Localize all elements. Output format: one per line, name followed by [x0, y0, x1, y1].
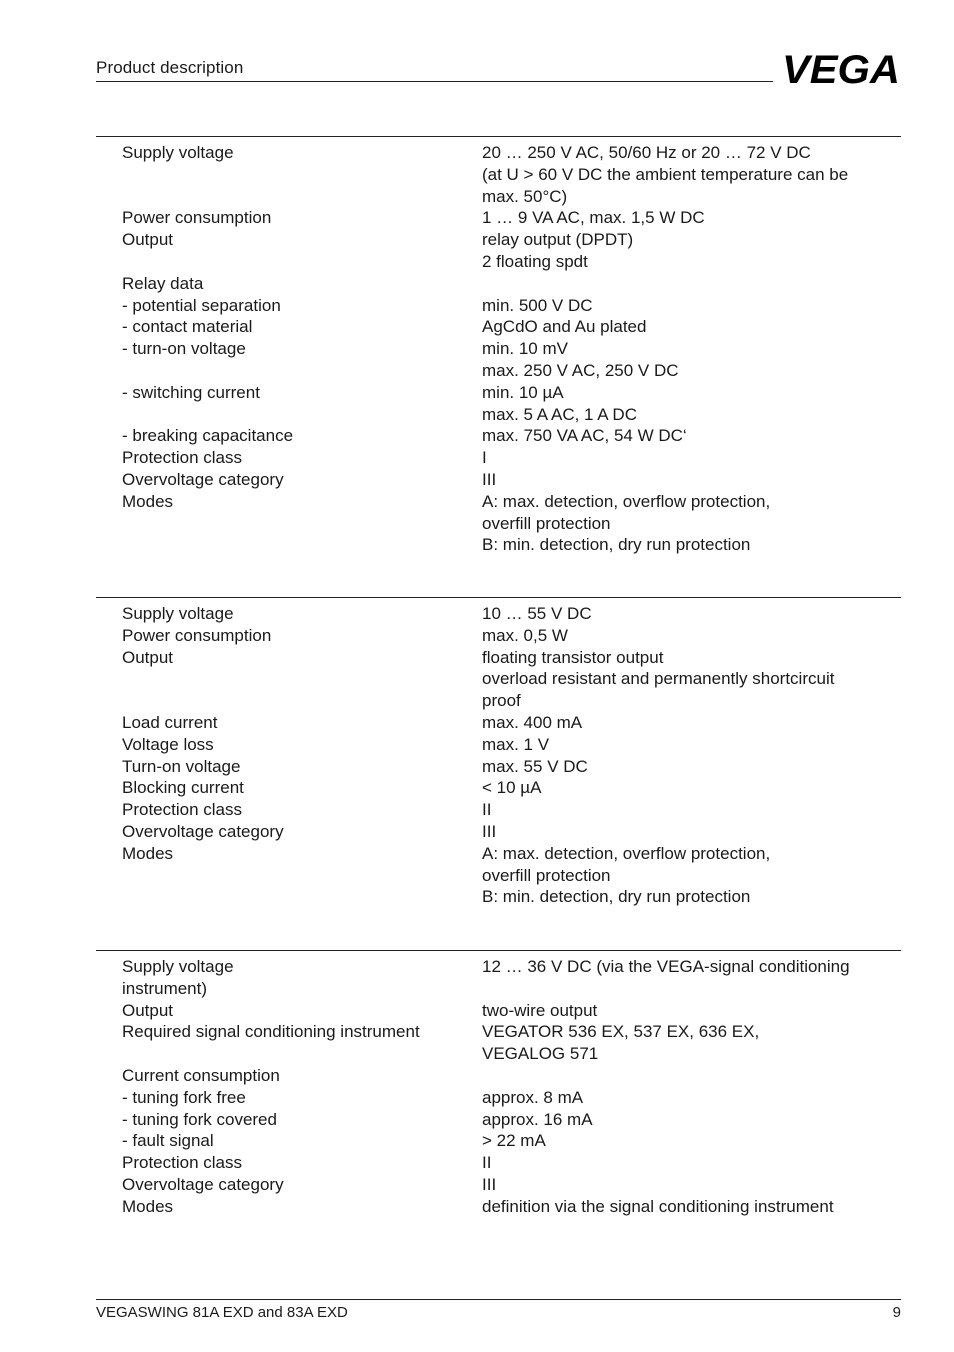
- spec-label: Supply voltage: [122, 604, 234, 623]
- spec-label: Protection class: [122, 1153, 242, 1173]
- header-rule: [96, 81, 773, 82]
- spec-row: [96, 1196, 901, 1218]
- spec-label: Power consumption: [122, 625, 272, 645]
- spec-value: approx. 16 mA: [482, 1109, 593, 1129]
- spec-row: [96, 491, 901, 513]
- spec-row: [96, 1065, 901, 1087]
- spec-row: [96, 821, 901, 843]
- spec-value: max. 750 VA AC, 54 W DC‘: [482, 426, 687, 446]
- spec-value: 1 … 9 VA AC, max. 1,5 W DC: [482, 208, 705, 228]
- spec-row: [96, 207, 901, 229]
- spec-row: [96, 382, 901, 404]
- spec-row: [96, 164, 901, 186]
- page-header-title: Product description: [96, 58, 244, 77]
- spec-label: Protection class: [122, 448, 242, 468]
- spec-section-1: [96, 136, 901, 556]
- spec-row: [96, 1152, 901, 1174]
- spec-row: [96, 978, 901, 1000]
- spec-label: Modes: [122, 1196, 174, 1216]
- vega-logo: [781, 50, 901, 86]
- spec-row: [96, 251, 901, 273]
- footer-page-number: 9: [892, 1304, 901, 1321]
- spec-value: A: max. detection, overflow protection,: [482, 491, 771, 511]
- spec-label: Output: [122, 647, 174, 667]
- spec-row: [96, 668, 901, 690]
- spec-row: [96, 425, 901, 447]
- footer-rule: [96, 1299, 901, 1300]
- spec-label: Overvoltage category: [122, 1174, 284, 1194]
- spec-row: [96, 712, 901, 734]
- spec-label: Supply voltage: [122, 143, 234, 162]
- spec-value: III: [482, 821, 497, 841]
- spec-label: Modes: [122, 491, 174, 511]
- spec-value: min. 500 V DC: [482, 295, 593, 315]
- spec-value: max. 0,5 W: [482, 625, 568, 645]
- spec-row: [96, 647, 901, 669]
- spec-label: Overvoltage category: [122, 469, 284, 489]
- spec-row: [96, 360, 901, 382]
- spec-value: proof: [482, 691, 521, 711]
- spec-label: Output: [122, 1000, 174, 1020]
- spec-row: [96, 534, 901, 556]
- spec-label: instrument): [122, 978, 208, 998]
- spec-label: Load current: [122, 712, 218, 732]
- spec-label: - turn-on voltage: [122, 339, 246, 359]
- spec-value: approx. 8 mA: [482, 1087, 584, 1107]
- spec-value: III: [482, 469, 497, 489]
- spec-row: [96, 756, 901, 778]
- spec-label: Output: [122, 230, 174, 250]
- spec-value: 10 … 55 V DC: [482, 604, 592, 623]
- spec-row: [96, 447, 901, 469]
- spec-row: [96, 777, 901, 799]
- spec-label: - tuning fork free: [122, 1087, 246, 1107]
- spec-label: - tuning fork covered: [122, 1109, 277, 1129]
- spec-row: [96, 1000, 901, 1022]
- spec-row: [96, 316, 901, 338]
- spec-label: - contact material: [122, 317, 253, 337]
- spec-value: AgCdO and Au plated: [482, 317, 647, 337]
- spec-value: VEGALOG 571: [482, 1044, 599, 1064]
- spec-value: > 22 mA: [482, 1131, 546, 1151]
- spec-label: Voltage loss: [122, 734, 214, 754]
- spec-value: overfill protection: [482, 513, 611, 533]
- spec-value: < 10 µA: [482, 778, 542, 798]
- spec-label: Overvoltage category: [122, 821, 284, 841]
- spec-value: 2 floating spdt: [482, 251, 588, 271]
- spec-row: [96, 295, 901, 317]
- spec-value: (at U > 60 V DC the ambient temperature can be: [482, 164, 849, 184]
- spec-row: [96, 1021, 901, 1043]
- vega-logo-text: VEGA: [782, 50, 900, 86]
- spec-value: I: [482, 448, 487, 468]
- spec-label: Relay data: [122, 273, 204, 293]
- spec-row: [96, 513, 901, 535]
- spec-label: Blocking current: [122, 778, 244, 798]
- spec-label: Current consumption: [122, 1065, 280, 1085]
- spec-row: [96, 186, 901, 208]
- spec-value: max. 250 V AC, 250 V DC: [482, 360, 679, 380]
- spec-section-2: [96, 597, 901, 908]
- spec-row: [96, 603, 901, 625]
- spec-row: [96, 625, 901, 647]
- spec-row: [96, 799, 901, 821]
- spec-row: [96, 843, 901, 865]
- spec-row: [96, 1087, 901, 1109]
- spec-row: [96, 404, 901, 426]
- spec-section-3: [96, 950, 901, 1218]
- spec-row: [96, 1174, 901, 1196]
- spec-label: - fault signal: [122, 1131, 214, 1151]
- spec-row: [96, 229, 901, 251]
- spec-rows: [96, 598, 901, 908]
- spec-label: Supply voltage: [122, 957, 234, 976]
- spec-row: [96, 142, 901, 164]
- spec-value: overfill protection: [482, 865, 611, 885]
- spec-label: Turn-on voltage: [122, 756, 241, 776]
- spec-row: [96, 1130, 901, 1152]
- spec-rows: [96, 137, 901, 556]
- spec-value: VEGATOR 536 EX, 537 EX, 636 EX,: [482, 1022, 760, 1042]
- spec-label: - potential separation: [122, 295, 281, 315]
- spec-value: min. 10 mV: [482, 339, 568, 359]
- spec-value: max. 50°C): [482, 186, 568, 206]
- spec-value: II: [482, 800, 492, 820]
- spec-value: III: [482, 1174, 497, 1194]
- spec-value: max. 5 A AC, 1 A DC: [482, 404, 637, 424]
- spec-row: [96, 690, 901, 712]
- spec-label: Power consumption: [122, 208, 272, 228]
- spec-value: min. 10 µA: [482, 382, 564, 402]
- spec-value: II: [482, 1153, 492, 1173]
- spec-rows: [96, 951, 901, 1218]
- spec-value: 12 … 36 V DC (via the VEGA-signal conditioning: [482, 957, 850, 976]
- spec-value: B: min. detection, dry run protection: [482, 887, 751, 907]
- spec-value: relay output (DPDT): [482, 230, 634, 250]
- spec-label: - breaking capacitance: [122, 426, 294, 446]
- spec-label: - switching current: [122, 382, 260, 402]
- spec-value: 20 … 250 V AC, 50/60 Hz or 20 … 72 V DC: [482, 143, 811, 162]
- spec-value: max. 1 V: [482, 734, 550, 754]
- spec-value: max. 400 mA: [482, 712, 583, 732]
- spec-row: [96, 338, 901, 360]
- spec-value: floating transistor output: [482, 647, 664, 667]
- spec-label: Protection class: [122, 800, 242, 820]
- spec-row: [96, 734, 901, 756]
- spec-value: definition via the signal conditioning instrument: [482, 1196, 834, 1216]
- spec-value: two-wire output: [482, 1000, 598, 1020]
- footer-doc-title: VEGASWING 81A EXD and 83A EXD: [96, 1304, 348, 1321]
- spec-label: Required signal conditioning instrument: [122, 1022, 420, 1042]
- spec-row: [96, 469, 901, 491]
- spec-row: [96, 886, 901, 908]
- spec-row: [96, 865, 901, 887]
- spec-row: [96, 956, 901, 978]
- spec-value: max. 55 V DC: [482, 756, 588, 776]
- spec-row: [96, 1109, 901, 1131]
- spec-value: B: min. detection, dry run protection: [482, 535, 751, 555]
- spec-label: Modes: [122, 843, 174, 863]
- spec-row: [96, 1043, 901, 1065]
- spec-value: A: max. detection, overflow protection,: [482, 843, 771, 863]
- spec-value: overload resistant and permanently shortcircuit: [482, 669, 835, 689]
- spec-row: [96, 273, 901, 295]
